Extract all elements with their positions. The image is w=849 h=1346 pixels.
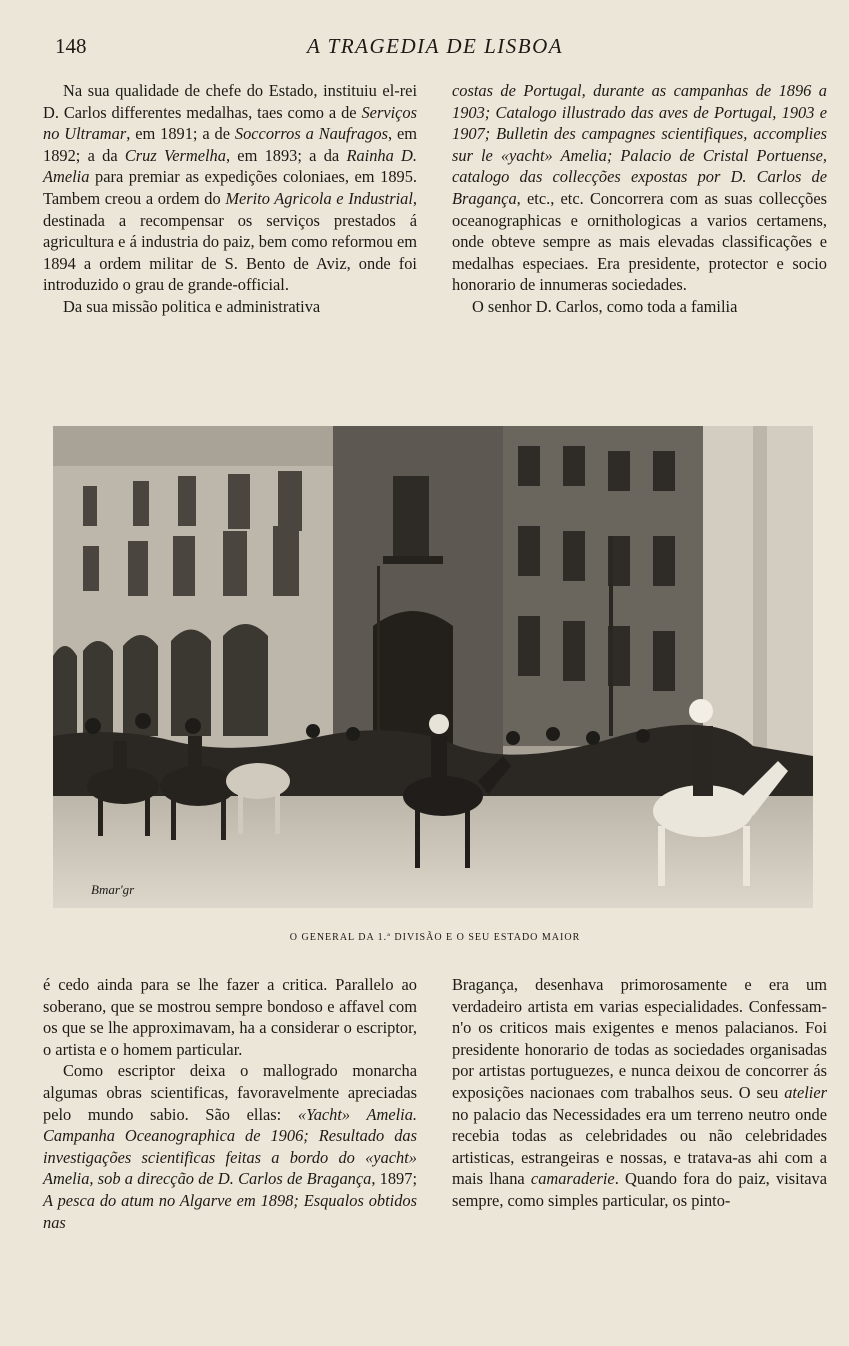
paragraph — [43, 1060, 417, 1233]
text-column-bottom-left — [43, 974, 417, 1233]
italic-run: A pesca do atum no Algarve em 1898; Esqualos obtidos nas — [43, 1190, 417, 1232]
text-run: , etc., etc. Concorrera com as suas collecções oceanographicas e ornithologicas a varios certamens, onde obteve sempre as mais elevadas classificações e medalhas especiaes. Era presidente, protector e socio honorario de innumeras sociedades. — [452, 188, 827, 295]
italic-run: Merito Agricola e Industrial — [225, 188, 413, 208]
paragraph: é cedo ainda para se lhe fazer a critica. Parallelo ao soberano, que se mostrou sempre bondoso e affavel com os que se lhe approximavam, ha a considerar o escriptor, o artista e o homem particular. — [43, 975, 417, 1059]
photograph-cavalry-parade — [53, 426, 813, 908]
page-number: 148 — [55, 34, 87, 58]
italic-run: Cruz Vermelha — [124, 145, 226, 165]
italic-run: «Yacht» Amelia. Campanha Oceanographica de 1906; Resultado das investigações scientificas feitas a bordo do «yacht» Amelia, sob a direcção de D. Carlos de Bragança — [43, 1104, 417, 1189]
text-run: , em 1892; a da — [43, 124, 417, 165]
text-run: no palacio das Necessidades era um terreno neutro onde recebia todas as celebridades ou não celebridades artisticas, estrangeiras e nossas, e tratava-as ahi com a mais lhana — [452, 1104, 827, 1189]
paragraph: Da sua missão politica e administrativa — [63, 296, 321, 316]
text-column-bottom-right — [452, 974, 827, 1212]
text-run: Bragança, desenhava primorosamente e era um verdadeiro artista em varias especialidades. Confessam-n'o os criticos mais exigentes e menos palacianos. Foi presidente honorario de todas as sociedades organisadas por artistas portuguezes, e nunca deixou de concorrer ás exposições nacionaes com trabalhos seus. O seu — [452, 975, 827, 1102]
photo-caption: O GENERAL DA 1.ª DIVISÃO E O SEU ESTADO MAIOR — [289, 932, 581, 943]
italic-run: Rainha D. Amelia — [43, 145, 417, 187]
text-column-top-left — [43, 80, 417, 318]
text-run: , destinada a recompensar os serviços prestados á agricultura e á industria do paiz, bem como reformou em 1894 a ordem militar de S. Bento de Aviz, onde foi introduzido o grau de grande-official. — [43, 188, 417, 295]
text-run: , em 1891; a de — [126, 124, 235, 144]
text-run: Como escriptor deixa o mallogrado monarcha algumas obras scientificas, favoravelmente apreciadas pelo mundo sabio. São ellas: — [43, 1061, 417, 1124]
text-run: para premiar as expedições coloniaes, em 1895. Tambem creou a ordem do — [43, 167, 417, 208]
text-run: Na sua qualidade de chefe do Estado, instituiu el-rei D. Carlos differentes medalhas, taes como a de — [43, 81, 417, 122]
text-run: , em 1893; a da — [225, 145, 347, 165]
text-run: , 1897; — [371, 1169, 418, 1189]
italic-run: camaraderie — [530, 1169, 615, 1189]
paragraph — [452, 974, 827, 1212]
italic-run: costas de Portugal, durante as campanhas de 1896 a 1903; Catalogo illustrado das aves de Portugal, 1903 e 1907; Bulletin des campagnes scientifiques, accomplies sur le «yacht» Amelia; Palacio de Cristal Portuense, catalogo das collecções expostas por D. Carlos de Bragança — [452, 81, 827, 208]
text-column-top-right — [452, 80, 827, 318]
photo-signature: Bmar'gr — [91, 882, 135, 897]
paragraph — [43, 80, 417, 296]
paragraph — [452, 80, 827, 296]
running-title: A TRAGEDIA DE LISBOA — [306, 34, 564, 58]
text-run: . Quando fora do paiz, visitava sempre, como simples particular, os pinto- — [452, 1169, 827, 1210]
italic-run: Soccorros a Naufragos — [234, 124, 388, 144]
paragraph: O senhor D. Carlos, como toda a familia — [472, 296, 738, 316]
italic-run: Serviços no Ultramar — [43, 102, 417, 144]
italic-run: atelier — [784, 1082, 827, 1102]
